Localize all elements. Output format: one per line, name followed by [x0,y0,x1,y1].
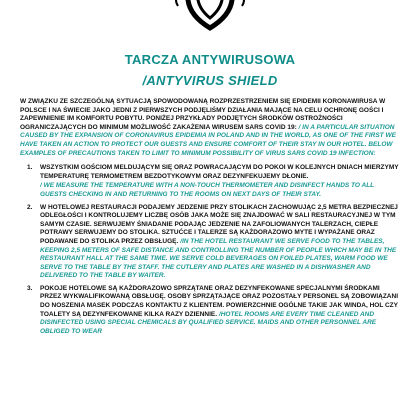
item-english: /HOTEL ROOMS ARE EVERY TIME CLEANED AND DISINFECTED USING SPECIAL CHEMICALS BY QUALIFIED SERVICE. MAIDS AND OTHER PERSONNEL ARE OBLIGED TO WEAR [40,310,377,335]
intro-paragraph [20,98,400,158]
item-polish: W HOTELOWEJ RESTAURACJI PODAJEMY JEDZENIE PRZY STOLIKACH ZACHOWUJĄC 2,5 METRA BEZPIECZNEJ ODLEGŁOŚCI I KONTROLUJEMY LICZBĘ OSÓB JAKA MOŻE SIĘ ZNAJDOWAĆ W SALI RESTAURACYJNEJ W TYM SAMYM CZASIE. SERWUJEMY ŚNIADANIE PODAJĄC JEDZENIE NA ZAFOLIOWANYCH TALERZACH, CIEPŁE POTRAWY SERWUJEMY DO STOLIKA. SZTUĆCE I TALERZE SĄ KAŻDORAZOWO MYTE I WYPAŻANE ORAZ PODAWANE DO STOLIKA PRZEZ OBSŁUGĘ. [40,203,398,245]
title-english: /ANTYVIRUS SHIELD [142,73,278,88]
shield-logo-icon [170,0,250,32]
list-item [20,204,400,281]
intro-english: / IN A PARTICULAR SITUATION CAUSED BY THE EXPANSION OF CORONAVIRUS EPIDEMIA IN POLAND AND IN THE WORLD, AS ONE OF THE FIRST WE HAVE TAKEN AN ACTION TO PROTECT OUR GUESTS AND ENSURE COMFORT OF THEIR STAY IN OUR HOTEL. BELOW EXAMPLES OF PRECAUTIONS TAKEN TO LIMIT TO MINIMUM POSSIBILITY OF VIRUS SARS COVID 19 INFECTION: [20,123,396,157]
list-item [20,285,400,337]
title-polish: TARCZA ANTYWIRUSOWA [124,52,296,67]
item-number: 2. [27,203,33,211]
item-polish: POKOJE HOTELOWE SĄ KAŻDORAZOWO SPRZĄTANE ORAZ DEZYNFEKOWANE SPECJALNYMI ŚRODKAMI PRZEZ WYKWALIFIKOWANĄ OBSŁUGĘ. OSOBY SPRZĄTAJĄCE ORAZ POZOSTAŁY PERSONEL SĄ ZOBOWIĄZANI DO NOSZENIA MASEK PODCZAS KONTAKTU Z KLIENTEM. POWIERZCHNIE OGÓLNE TAKIE JAK WINDA, HOL CZY TOALETY SĄ DEZYNFEKOWANE KILKA RAZY DZIENNIE. [40,284,398,318]
item-polish: WSZYSTKIM GOŚCIOM MELDUJĄCYM SIĘ ORAZ POWRACAJĄCYM DO POKOI W KOLEJNYCH DNIACH MIERZYMY TEMPERATURĘ TERMOMETREM BEZDOTYKOWYM ORAZ DEZYNFEKUJEMY DŁONIE. [40,164,399,180]
item-number: 1. [27,164,33,172]
document-body [20,98,400,340]
precautions-list [20,164,400,336]
intro-polish: W ZWIĄZKU ZE SZCZEGÓLNĄ SYTUACJĄ SPOWODOWANĄ ROZPRZESTRZENIEM SIĘ EPIDEMII KORONAWIRUSA W POLSCE I NA ŚWIECIE JAKO JEDNI Z PIERWSZYCH PODJĘLIŚMY DZIAŁANIA MAJĄCE NA CELU OCHRONĘ GOŚCI I ZAPEWNIENIE IM KOMFORTU POBYTU. PONIŻEJ PRZYKŁADY PODJĘTYCH ŚRODKÓW OSTROŻNOŚCI OGRANICZAJĄCYCH DO MINIMUM MOŻLIWOŚĆ ZAKAŻENIA WIRUSEM SARS COVID 19: [20,98,386,131]
item-number: 3. [27,284,33,292]
item-english: /IN THE HOTEL RESTAURANT WE SERVE FOOD TO THE TABLES, KEEPING 2,5 METERS OF SAFE DISTANCE AND CONTROLLING THE NUMBER OF PEOPLE WHICH MAY BE IN THE RESTAURANT HALL AT THE SAME TIME. WE SERVE COLD BEVERAGES ON FOILED PLATES, WARM FOOD WE SERVE TO THE TABLE BY THE STAFF. THE CUTLERY AND PLATES ARE WASHED IN A DISHWASHER AND DELIVERED TO THE TABLE BY WAITER. [40,237,397,280]
list-item [20,164,400,199]
item-english: / WE MEASURE THE TEMPERATURE WITH A NON-TOUCH THERMOMETER AND DISINFECT HANDS TO ALL GUESTS CHECKING IN AND RETURNING TO THE ROOMS ON NEXT DAYS OF THEIR STAY. [40,182,375,198]
